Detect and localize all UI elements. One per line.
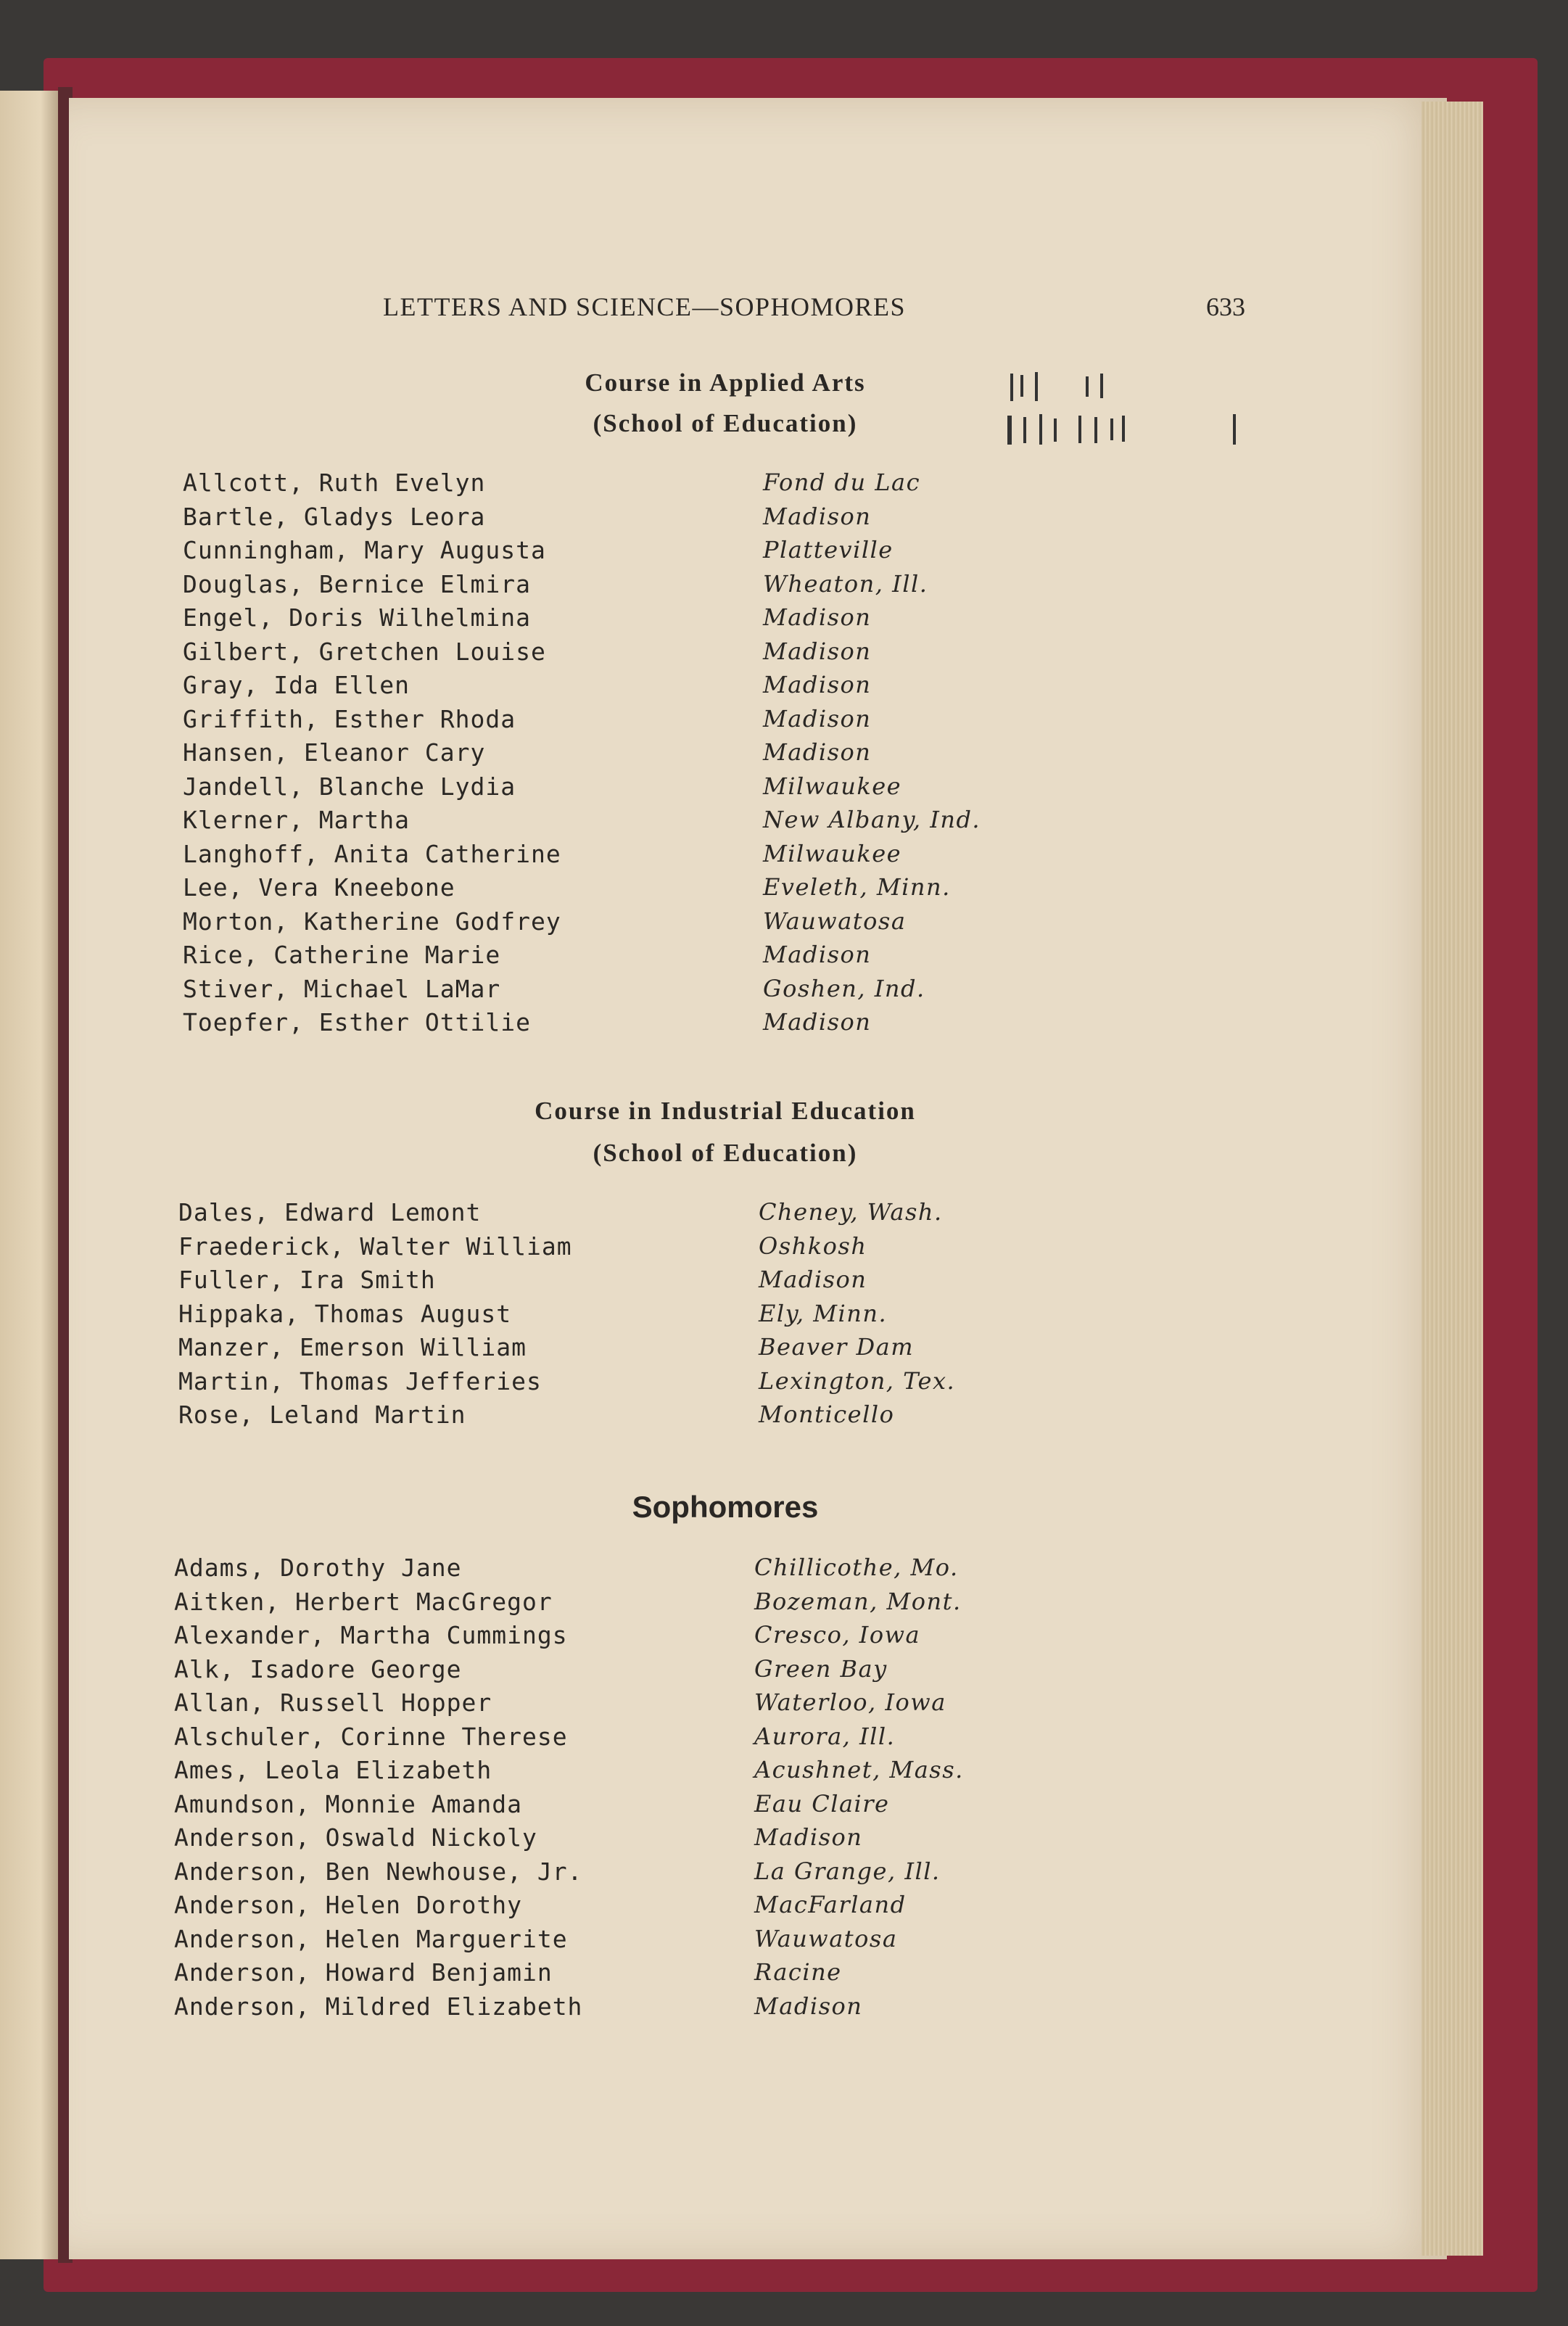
- student-name: Stiver, Michael LaMar: [183, 975, 501, 1003]
- student-hometown: Madison: [754, 1823, 863, 1851]
- student-name: Hippaka, Thomas August: [178, 1300, 512, 1328]
- student-hometown: Bozeman, Mont.: [754, 1588, 962, 1615]
- student-hometown: Aurora, Ill.: [754, 1723, 896, 1750]
- student-name: Lee, Vera Kneebone: [183, 873, 455, 902]
- student-hometown: Madison: [763, 738, 872, 766]
- student-name: Anderson, Helen Dorothy: [174, 1891, 522, 1919]
- student-name: Anderson, Oswald Nickoly: [174, 1823, 537, 1852]
- student-hometown: La Grange, Ill.: [754, 1857, 941, 1885]
- student-name: Anderson, Ben Newhouse, Jr.: [174, 1857, 583, 1886]
- student-hometown: Wauwatosa: [763, 907, 907, 935]
- student-name: Aitken, Herbert MacGregor: [174, 1588, 553, 1616]
- student-name: Gilbert, Gretchen Louise: [183, 638, 546, 666]
- student-name: Toepfer, Esther Ottilie: [183, 1008, 531, 1036]
- student-name: Engel, Doris Wilhelmina: [183, 603, 531, 632]
- student-hometown: Lexington, Tex.: [759, 1367, 956, 1395]
- student-hometown: Madison: [763, 671, 872, 698]
- student-hometown: Eau Claire: [754, 1790, 890, 1818]
- student-name: Martin, Thomas Jefferies: [178, 1367, 542, 1395]
- student-hometown: Oshkosh: [759, 1232, 867, 1260]
- student-name: Hansen, Eleanor Cary: [183, 738, 486, 767]
- student-hometown: MacFarland: [754, 1891, 907, 1918]
- student-name: Alk, Isadore George: [174, 1655, 462, 1683]
- student-hometown: Madison: [763, 705, 872, 733]
- student-hometown: Cresco, Iowa: [754, 1621, 921, 1649]
- student-hometown: Madison: [759, 1266, 867, 1293]
- student-hometown: Madison: [754, 1992, 863, 2020]
- student-name: Bartle, Gladys Leora: [183, 503, 486, 531]
- student-hometown: Fond du Lac: [763, 469, 920, 496]
- running-head: LETTERS AND SCIENCE—SOPHOMORES: [383, 292, 907, 321]
- page-number: 633: [1206, 292, 1245, 321]
- student-hometown: Chillicothe, Mo.: [754, 1554, 959, 1581]
- student-hometown: Racine: [754, 1958, 842, 1986]
- student-hometown: Goshen, Ind.: [763, 975, 925, 1002]
- student-hometown: New Albany, Ind.: [763, 806, 981, 833]
- student-hometown: Madison: [763, 503, 872, 530]
- student-name: Fuller, Ira Smith: [178, 1266, 436, 1294]
- student-hometown: Wheaton, Ill.: [763, 570, 928, 598]
- student-name: Rice, Catherine Marie: [183, 941, 501, 969]
- student-hometown: Eveleth, Minn.: [763, 873, 951, 901]
- student-name: Fraederick, Walter William: [178, 1232, 572, 1261]
- student-name: Klerner, Martha: [183, 806, 410, 834]
- student-hometown: Beaver Dam: [759, 1333, 915, 1361]
- student-name: Manzer, Emerson William: [178, 1333, 527, 1361]
- student-hometown: Green Bay: [754, 1655, 888, 1683]
- student-name: Douglas, Bernice Elmira: [183, 570, 531, 598]
- student-hometown: Madison: [763, 941, 872, 968]
- student-name: Anderson, Howard Benjamin: [174, 1958, 553, 1987]
- student-name: Anderson, Helen Marguerite: [174, 1925, 568, 1953]
- student-name: Alexander, Martha Cummings: [174, 1621, 568, 1649]
- page-block-edge: [1421, 102, 1483, 2256]
- student-name: Allcott, Ruth Evelyn: [183, 469, 486, 497]
- student-hometown: Wauwatosa: [754, 1925, 898, 1952]
- student-name: Ames, Leola Elizabeth: [174, 1756, 492, 1784]
- student-hometown: Milwaukee: [763, 840, 902, 867]
- student-hometown: Madison: [763, 638, 872, 665]
- student-hometown: Ely, Minn.: [759, 1300, 888, 1327]
- student-name: Cunningham, Mary Augusta: [183, 536, 546, 564]
- student-name: Gray, Ida Ellen: [183, 671, 410, 699]
- section-subheading-school-of-education: (School of Education): [593, 409, 858, 437]
- student-hometown: Waterloo, Iowa: [754, 1688, 946, 1716]
- student-name: Anderson, Mildred Elizabeth: [174, 1992, 583, 2021]
- section-heading-applied-arts: Course in Applied Arts: [585, 368, 866, 397]
- student-hometown: Cheney, Wash.: [759, 1198, 943, 1226]
- student-name: Adams, Dorothy Jane: [174, 1554, 462, 1582]
- student-name: Amundson, Monnie Amanda: [174, 1790, 522, 1818]
- student-hometown: Milwaukee: [763, 772, 902, 800]
- student-name: Langhoff, Anita Catherine: [183, 840, 561, 868]
- student-name: Alschuler, Corinne Therese: [174, 1723, 568, 1751]
- student-name: Morton, Katherine Godfrey: [183, 907, 561, 936]
- facing-page-edge: [0, 91, 58, 2259]
- student-hometown: Acushnet, Mass.: [754, 1756, 964, 1783]
- student-name: Jandell, Blanche Lydia: [183, 772, 516, 801]
- student-hometown: Madison: [763, 1008, 872, 1036]
- section-subheading-school-of-education: (School of Education): [593, 1139, 858, 1167]
- section-heading-industrial-education: Course in Industrial Education: [535, 1097, 916, 1125]
- student-name: Rose, Leland Martin: [178, 1401, 466, 1429]
- section-heading-sophomores: Sophomores: [632, 1490, 819, 1524]
- student-hometown: Monticello: [759, 1401, 895, 1428]
- student-name: Dales, Edward Lemont: [178, 1198, 482, 1226]
- student-name: Griffith, Esther Rhoda: [183, 705, 516, 733]
- student-name: Allan, Russell Hopper: [174, 1688, 492, 1717]
- student-hometown: Madison: [763, 603, 872, 631]
- student-hometown: Platteville: [763, 536, 894, 564]
